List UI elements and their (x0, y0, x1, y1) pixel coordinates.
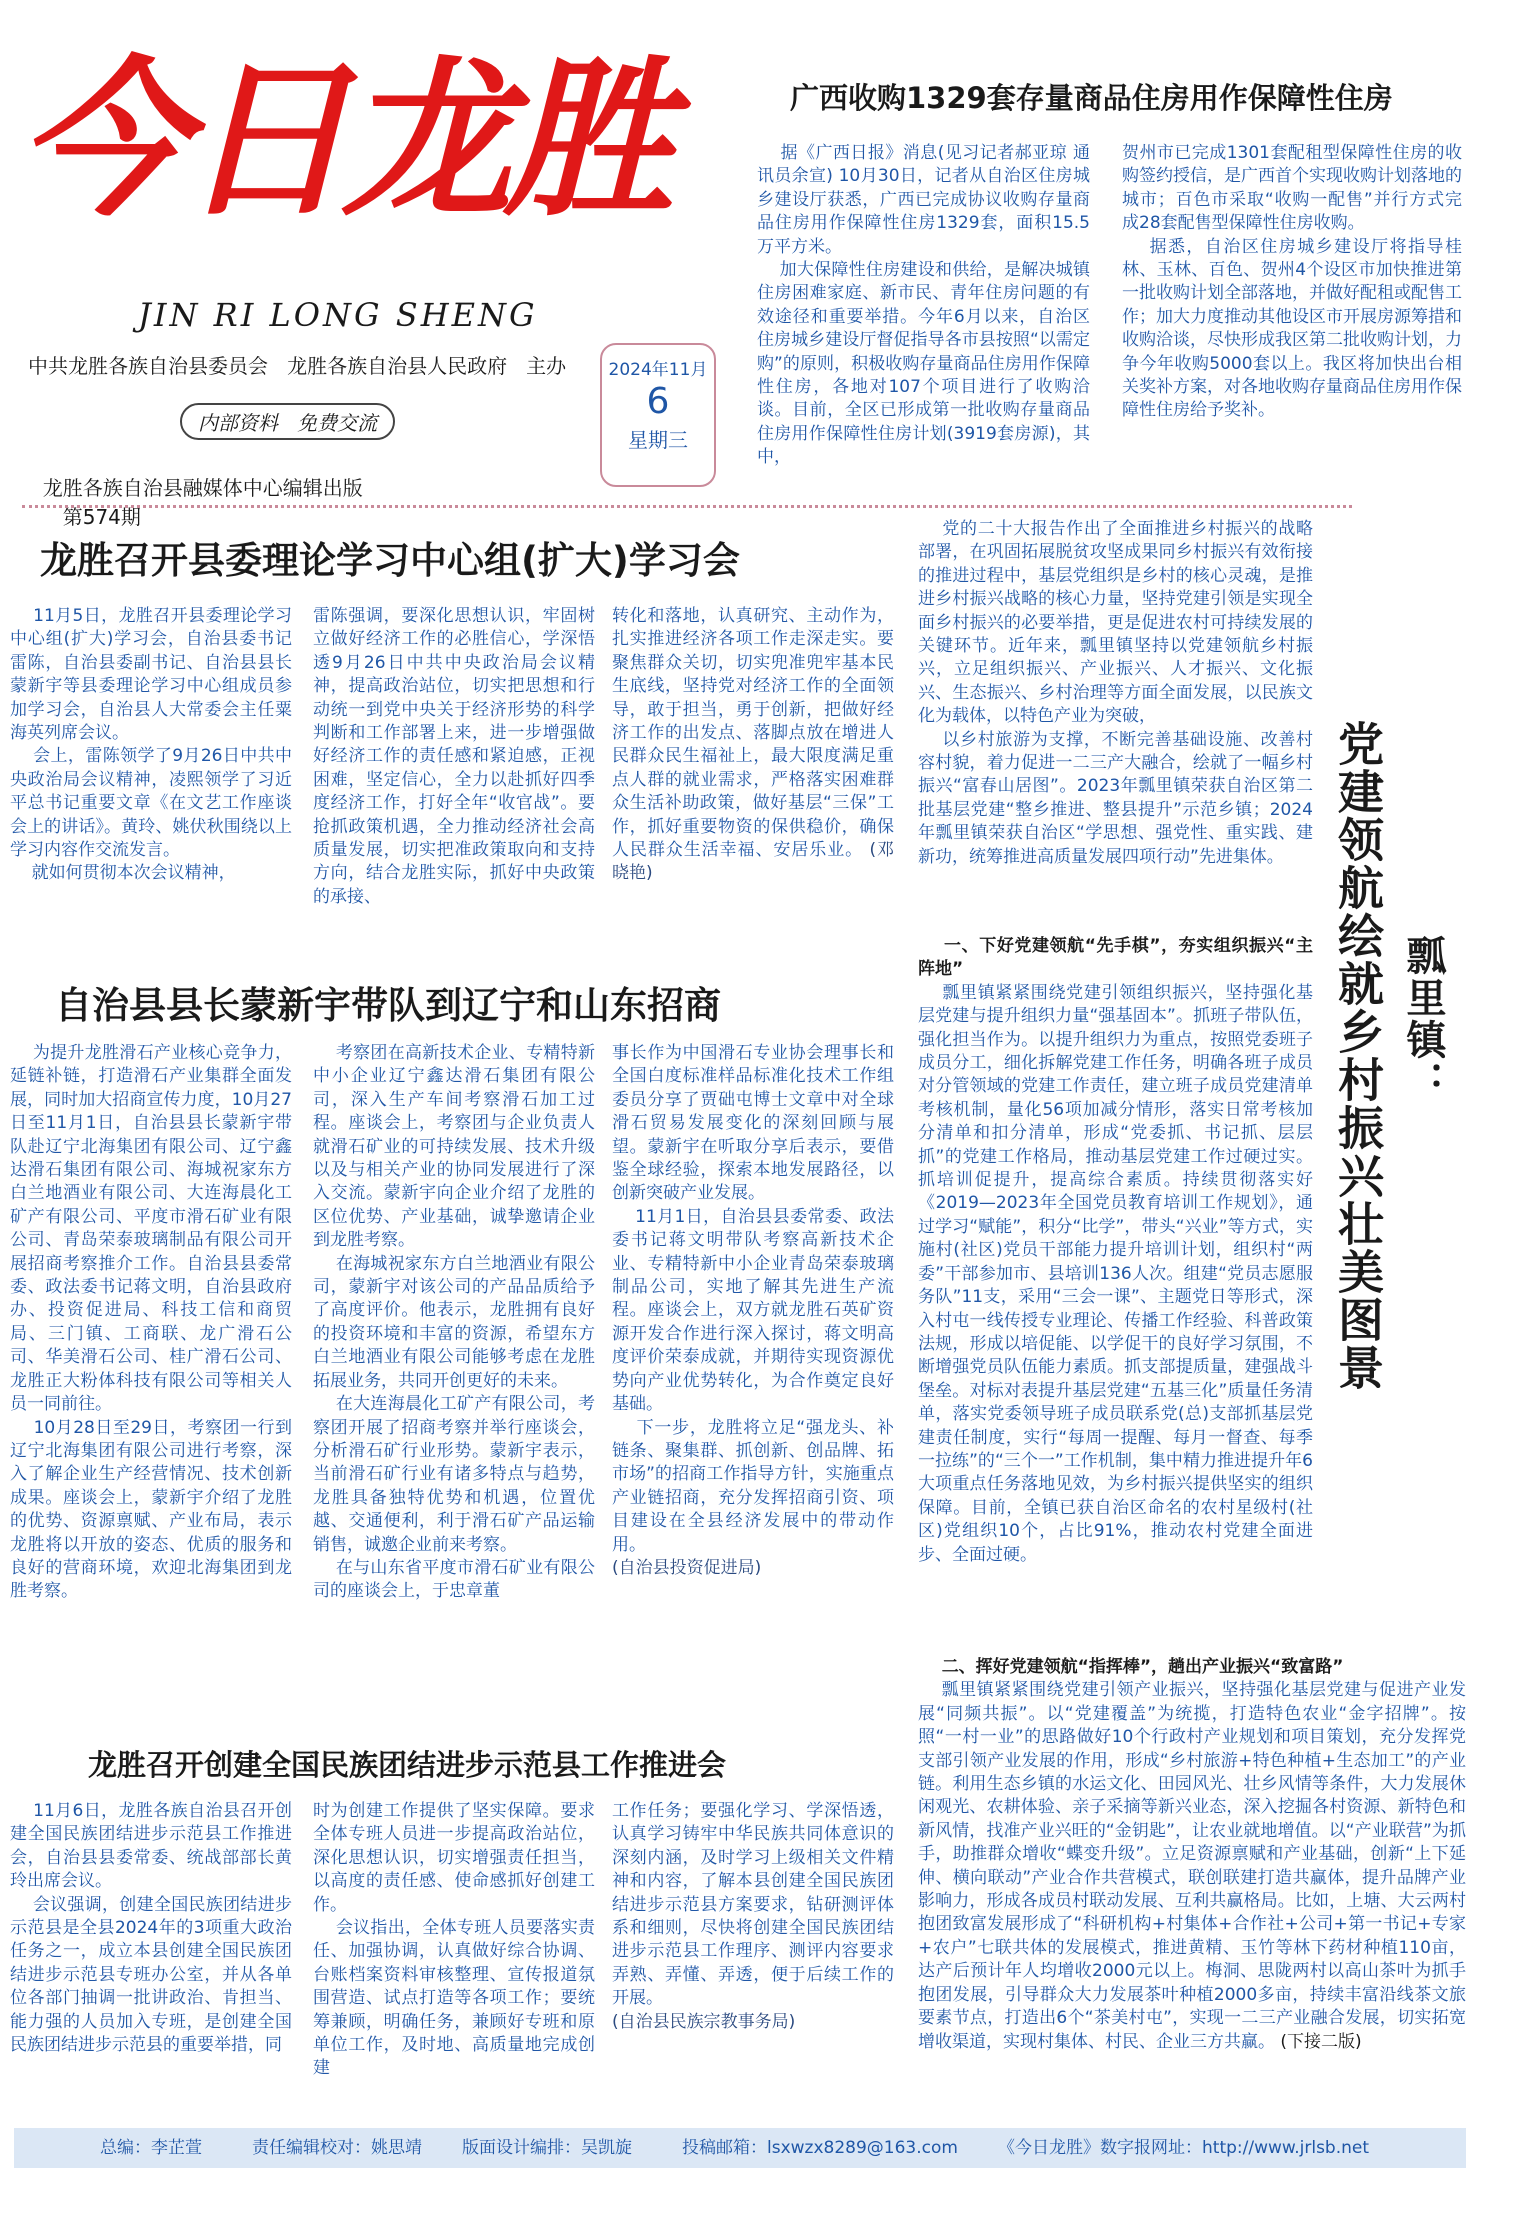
footer-website[interactable]: 《今日龙胜》数字报网址：http://www.jrlsb.net (998, 2138, 1370, 2158)
article2-headline: 自治县县长蒙新宇带队到辽宁和山东招商 (55, 984, 721, 1027)
article4-section2: 瓢里镇紧紧围绕党建引领产业振兴，坚持强化基层党建与促进产业发展“同频共振”。以“党建覆盖”为统揽，打造特色农业“金字招牌”。按照“一村一业”的思路做好10个行政村产业规划和项目策划，充分发挥党支部引领产业发展的作用，形成“乡村旅游+特色种植+生态加工”的产业链。利用生态乡镇的水运文化、田园风光、壮乡风情等条件，大力发展休闲观光、农耕体验、亲子采摘等新兴业态，深入挖掘各村资源、新特色和新风情，找准产业兴旺的“金钥匙”，让农业就地增值。以“产业联营”为抓手，助推群众增收“蝶变升级”。立足资源禀赋和产业基础，创新“上下延伸、横向联动”产业合作共营模式，联创联建打造共赢体，提升品牌产业影响力，形成各成员村联动发展、互利共赢格局。比如，上塘、大云两村抱团致富发展形成了“科研机构+村集体+合作社+公司+第一书记+专家+农户”七联共体的发展模式，推进黄精、玉竹等林下药材种植110亩，达产后预计年人均增收2000元以上。梅洞、思陇两村以高山茶叶为抓手抱团发展，引导群众大力发展茶叶种植2000多亩，持续丰富沿线茶文旅要素节点，打造出6个“茶美村屯”，实现一二三产业融合发展，切实拓宽增收渠道，实现村集体、村民、企业三方共赢。 (918, 1680, 1466, 2052)
article3-headline: 龙胜召开创建全国民族团结进步示范县工作推进会 (88, 1748, 727, 1782)
issue-number: 第574期 (62, 505, 141, 529)
article3-col3-text: 工作任务；要强化学习、学深悟透，认真学习铸牢中华民族共同体意识的深刻内涵，及时学习上级相关文件精神和内容，了解本县创建全国民族团结进步示范县方案要求，钻研测评体系和细则，尽快将创建全国民族团结进步示范县工作理序、测评内容要求弄熟、弄懂、弄透，便于后续工作的开展。 (612, 1801, 894, 2009)
date-year-month: 2024年11月 (608, 360, 708, 380)
date-weekday: 星期三 (628, 428, 688, 452)
article4-section1-title: 一、下好党建领航“先手棋”，夯实组织振兴“主阵地” (918, 936, 1313, 980)
article1-col1: 11月5日，龙胜召开县委理论学习中心组(扩大)学习会，自治县委书记雷陈，自治县委副书记、自治县县长蒙新宇等县委理论学习中心组成员参加学习会，自治县人大常委会主任粟海英列席会议。 会上，雷陈领学了9月26日中共中央政治局会议精神，凌熙领学了习近平总书记重要文章《在文艺工作座谈会上的讲话》。黄玲、姚伏秋围绕以上学习内容作交流发言。 就如何贯彻本次会议精神， (10, 606, 292, 884)
footer-proofreader: 责任编辑校对：姚思靖 (252, 2138, 422, 2158)
article3-col2: 时为创建工作提供了坚实保障。要求全体专班人员进一步提高政治站位，深化思想认识，切实增强责任担当，以高度的责任感、使命感抓好创建工作。 会议指出，全体专班人员要落实责任、加强协调，认真做好综合协调、台账档案资料审核整理、宣传报道氛围营造、试点打造等各项工作；要统筹兼顾，明确任务，兼顾好专班和原单位工作，及时地、高质量地完成创建 (313, 1801, 595, 2079)
footer-layout-designer: 版面设计编排：吴凯旋 (462, 2138, 632, 2158)
top-article-col1: 据《广西日报》消息(见习记者郝亚琼 通讯员余宣) 10月30日，记者从自治区住房城乡建设厅获悉，广西已完成协议收购存量商品住房用作保障性住房1329套，面积15.5万平方米。 加大保障性住房建设和供给，是解决城镇住房困难家庭、新市民、青年住房问题的有效途径和重要举措。今年6月以来，自治区住房城乡建设厅督促指导各市县按照“以需定购”的原则，积极收购存量商品住房用作保障性住房，各地对107个项目进行了收购洽谈。目前，全区已形成第一批收购存量商品住房用作保障性住房计划(3919套房源)，其中， (757, 143, 1090, 468)
article4-intro: 党的二十大报告作出了全面推进乡村振兴的战略部署，在巩固拓展脱贫攻坚成果同乡村振兴有效衔接的推进过程中，基层党组织是乡村的核心灵魂，是推进乡村振兴战略的核心力量，坚持党建引领是实现全面乡村振兴的必要举措，更是促进农村可持续发展的关键环节。近年来，瓢里镇坚持以党建领航乡村振兴，立足组织振兴、产业振兴、人才振兴、文化振兴、生态振兴、乡村治理等方面全面发展，以民族文化为载体，以特色产业为突破， 以乡村旅游为支撑，不断完善基础设施、改善村容村貌，着力促进一二三产大融合，绘就了一幅乡村振兴“富春山居图”。2023年瓢里镇荣获自治区第二批基层党建“整乡推进、整县提升”示范乡镇；2024年瓢里镇荣获自治区“学思想、强党性、重实践、建新功，统筹推进高质量发展四项行动”先进集体。 (918, 519, 1313, 867)
top-article-headline: 广西收购1329套存量商品住房用作保障性住房 (790, 81, 1393, 115)
top-article-col2: 贺州市已完成1301套配租型保障性住房的收购签约授信，是广西首个实现收购计划落地的城市；百色市采取“收购一配售”并行方式完成28套配售型保障性住房收购。 据悉，自治区住房城乡建设厅将指导桂林、玉林、百色、贺州4个设区市加快推进第一批收购计划全部落地，并做好配租或配售工作；加大力度推动其他设区市开展房源筹措和收购洽谈，尽快形成我区第二批收购计划，力争今年收购5000套以上。我区将加快出台相关奖补方案，对各地收购存量商品住房用作保障性住房给予奖补。 (1122, 143, 1462, 421)
article1-headline: 龙胜召开县委理论学习中心组(扩大)学习会 (40, 539, 740, 582)
internal-material-stamp: 内部资料 免费交流 (180, 403, 395, 440)
date-box (600, 343, 716, 487)
article2-col3-text: 事长作为中国滑石专业协会理事长和全国白度标准样品标准化技术工作组委员分享了贾础屯博士文章中对全球滑石贸易发展变化的深刻回顾与展望。蒙新宇在听取分享后表示，要借鉴全球经验，探索本地发展路径，以创新突破产业发展。 11月1日，自治县县委常委、政法委书记蒋文明带队考察高新技术企业、专精特新中小企业青岛荣泰玻璃制品公司，实地了解其先进生产流程。座谈会上，双方就龙胜石英矿资源开发合作进行深入探讨，蒋文明高度评价荣泰成就，并期待实现资源优势向产业优势转化，为合作奠定良好基础。 下一步，龙胜将立足“强龙头、补链条、聚集群、抓创新、创品牌、拓市场”的招商工作指导方针，实施重点产业链招商，充分发挥招商引资、项目建设在全县经济发展中的带动作用。 (612, 1043, 894, 1555)
article2-col3 (612, 1042, 894, 1679)
article4-title-prefix: 瓢里镇： (1400, 935, 1447, 1103)
article3-col1: 11月6日，龙胜各族自治县召开创建全国民族团结进步示范县工作推进会，自治县县委常委、统战部部长黄玲出席会议。 会议强调，创建全国民族团结进步示范县是全县2024年的3项重大政治任务之一，成立本县创建全国民族团结进步示范县专班办公室，并从各单位各部门抽调一批讲政治、肯担当、能力强的人员加入专班，是创建全国民族团结进步示范县的重要举措，同 (10, 1801, 292, 2056)
newspaper-logo-title: 今日龙胜 (18, 40, 667, 240)
article2-col1: 为提升龙胜滑石产业核心竞争力，延链补链，打造滑石产业集群全面发展，同时加大招商宣传力度，10月27日至11月1日，自治县县长蒙新宇带队赴辽宁北海集团有限公司、辽宁鑫达滑石集团有限公司、海城祝家东方白兰地酒业有限公司、大连海晨化工矿产有限公司、平度市滑石矿业有限公司、青岛荣泰玻璃制品有限公司开展招商考察推介工作。自治县县委常委、政法委书记蒋文明，自治县政府办、投资促进局、科技工信和商贸局、三门镇、工商联、龙广滑石公司、华美滑石公司、桂广滑石公司、龙胜正大粉体科技有限公司等相关人员一同前往。 10月28日至29日，考察团一行到辽宁北海集团有限公司进行考察，深入了解企业生产经营情况、技术创新成果。座谈会上，蒙新宇介绍了龙胜的优势、资源禀赋、产业布局，表示龙胜将以开放的姿态、优质的服务和良好的营商环境，欢迎北海集团到龙胜考察。 (10, 1043, 292, 1602)
article4-body (918, 935, 1313, 1653)
newspaper-pinyin: JIN RI LONG SHENG (138, 296, 538, 334)
date-day: 6 (646, 381, 670, 422)
article4-section2-block (918, 1656, 1466, 2118)
article1-col3 (612, 605, 894, 950)
article4-continue-note: (下接二版) (1280, 2031, 1362, 2052)
article1-col3-text: 转化和落地，认真研究、主动作为，扎实推进经济各项工作走深走实。要聚焦群众关切，切实兜准兜牢基本民生底线，坚持党对经济工作的全面领导，敢于担当，勇于创新，把做好经济工作的出发点、落脚点放在增进人民群众民生福祉上，最大限度满足重点人群的就业需求，严格落实困难群众生活补助政策，做好基层“三保”工作，抓好重要物资的保供稳价，确保人民群众生活幸福、安居乐业。 (612, 606, 894, 861)
article4-section1: 瓢里镇紧紧围绕党建引领组织振兴，坚持强化基层党建与提升组织力量“强基固本”。抓班子带队伍，强化担当作为。以提升组织力为重点，按照党委班子成员分工，细化拆解党建工作任务，明确各班子成员对分管领域的党建工作责任，建立班子成员党建清单考核机制，量化56项加减分情形，落实日常考核加分清单和扣分清单，形成“党委抓、书记抓、层层抓”的党建工作格局，推动基层党建工作过硬过实。抓培训促提升，提高综合素质。持续贯彻落实好《2019—2023年全国党员教育培训工作规划》，通过学习“赋能”，积分“比学”，带头“兴业”等方式，实施村(社区)党员干部能力提升培训计划，组织村“两委”干部参加市、县培训136人次。组建“党员志愿服务队”11支，采用“三会一课”、主题党日等形式，深入村屯一线传授专业理论、传播工作经验、科普政策法规，形成以培促能、以学促干的良好学习氛围，不断增强党员队伍能力素质。抓支部提质量，建强战斗堡垒。对标对表提升基层党建“五基三化”质量任务清单，落实党委领导班子成员联系党(总)支部抓基层党建责任制度，实行“每周一提醒、每月一督查、每季一拉练”的“三个一”工作机制，集中精力推进提升年6大项重点任务落地见效，为乡村振兴提供坚实的组织保障。目前，全镇已获自治区命名的农村星级村(社区)党组织10个，占比91%，推动农村党建全面进步、全面过硬。 (918, 982, 1313, 1565)
editor-line (30, 448, 363, 530)
article3-source: (自治县民族宗教事务局) (612, 2011, 796, 2032)
article2-col2: 考察团在高新技术企业、专精特新中小企业辽宁鑫达滑石集团有限公司，深入生产车间考察滑石加工过程。座谈会上，考察团与企业负责人就滑石矿业的可持续发展、技术升级以及与相关产业的协同发展进行了深入交流。蒙新宇向企业介绍了龙胜的区位优势、产业基础，诚挚邀请企业到龙胜考察。 在海城祝家东方白兰地酒业有限公司，蒙新宇对该公司的产品品质给予了高度评价。他表示，龙胜拥有良好的投资环境和丰富的资源，希望东方白兰地酒业有限公司能够考虑在龙胜拓展业务，共同开创更好的未来。 在大连海晨化工矿产有限公司，考察团开展了招商考察并举行座谈会，分析滑石矿行业形势。蒙新宇表示，当前滑石矿行业有诸多特点与趋势，龙胜具备独特优势和机遇，位置优越、交通便利，利于滑石矿产品运输销售，诚邀企业前来考察。 在与山东省平度市滑石矿业有限公司的座谈会上，于忠章董 (313, 1043, 595, 1602)
article1-col2: 雷陈强调，要深化思想认识，牢固树立做好经济工作的必胜信心，学深悟透9月26日中共中央政治局会议精神，提高政治站位，切实把思想和行动统一到党中央关于经济形势的科学判断和工作部署上来，进一步增强做好经济工作的责任感和紧迫感，正视困难，坚定信心，全力以赴抓好四季度经济工作，打好全年“收官战”。要抢抓政策机遇，全力推动经济社会高质量发展，切实把准政策取向和支持方向，结合龙胜实际，抓好中央政策的承接、 (313, 606, 595, 907)
article2-source: (自治县投资促进局) (612, 1557, 762, 1578)
sponsor-line: 中共龙胜各族自治县委员会 龙胜各族自治县人民政府 主办 (28, 354, 567, 378)
article3-col3 (612, 1800, 894, 2105)
footer-chief-editor: 总编：李芷萱 (100, 2138, 202, 2158)
article1-source: (邓晓艳) (612, 840, 894, 884)
article4-title-main: 党建领航绘就乡村振兴壮美图景 (1331, 720, 1385, 1392)
masthead-separator (22, 505, 1352, 508)
footer-bar (14, 2128, 1466, 2168)
article4-section2-title: 二、挥好党建领航“指挥棒”，趟出产业振兴“致富路” (918, 1657, 1344, 1677)
editor-text: 龙胜各族自治县融媒体中心编辑出版 (42, 476, 363, 500)
footer-email[interactable]: 投稿邮箱：lsxwzx8289@163.com (682, 2138, 958, 2158)
